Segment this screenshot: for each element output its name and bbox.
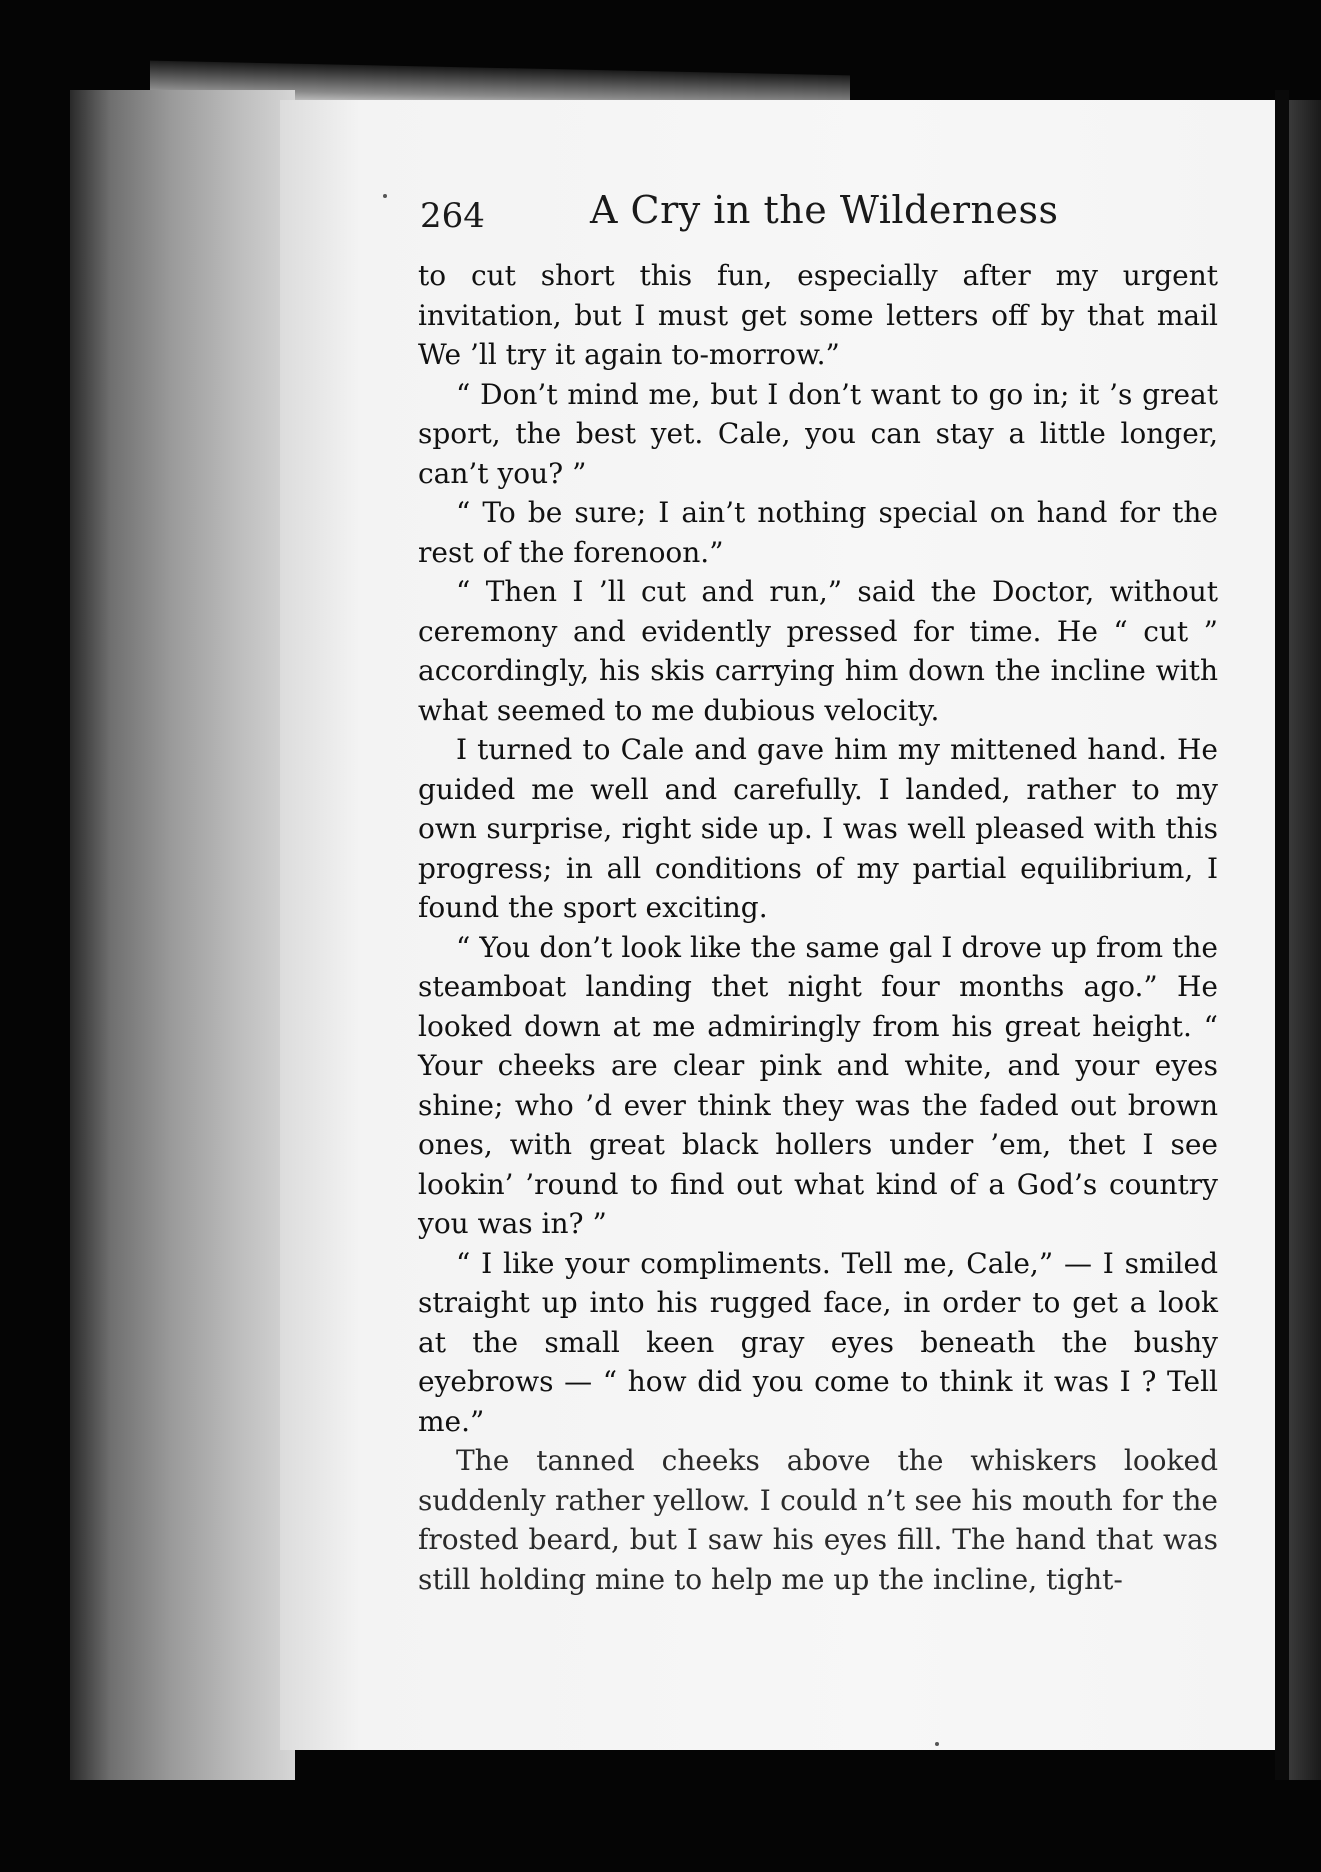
paragraph-1: to cut short this fun, especially after my urgent invitation, but I must get some letters off by that mail We ’ll try it again to-morrow.” bbox=[418, 259, 1218, 371]
paragraph-6: “ You don’t look like the same gal I drove up from the steamboat landing thet night four months ago.” He looked down at me admiringly from his great height. “ Your cheeks are clear pink and white, and your eyes shine; who ’d ever think they was the faded out brown ones, with great black hollers under ’em, thet I see lookin’ ’round to find out what kind of a God’s country you was in? ” bbox=[418, 930, 1218, 1240]
paragraph-3: “ To be sure; I ain’t nothing special on hand for the rest of the forenoon.” bbox=[418, 496, 1218, 569]
paragraph-5: I turned to Cale and gave him my mittened hand. He guided me well and carefully. I landed, rather to my own surprise, right side up. I was well pleased with this progress; in all conditions of my partial equilibrium, I found the sport exciting. bbox=[418, 733, 1218, 924]
running-title: A Cry in the Wilderness bbox=[590, 188, 1059, 232]
scan-speck bbox=[935, 1742, 939, 1746]
scan-speck bbox=[383, 194, 387, 198]
page-header bbox=[420, 188, 1060, 238]
page-number: 264 bbox=[420, 196, 485, 236]
paragraph-8: The tanned cheeks above the whiskers looked suddenly rather yellow. I could n’t see his mouth for the frosted beard, but I saw his eyes fill. The hand that was still holding mine to help me up the incline, tight- bbox=[418, 1444, 1218, 1596]
paragraph-2: “ Don’t mind me, but I don’t want to go in; it ’s great sport, the best yet. Cale, you can stay a little longer, can’t you? ” bbox=[418, 377, 1218, 490]
paragraph-7: “ I like your compliments. Tell me, Cale,” — I smiled straight up into his rugged face, in order to get a look at the small keen gray eyes beneath the bushy eyebrows — “ how did you come to think it was I ? Tell me.” bbox=[418, 1246, 1218, 1438]
paragraph-4: “ Then I ’ll cut and run,” said the Doctor, without ceremony and evidently pressed for time. He “ cut ” accordingly, his skis carrying him down the incline with what seemed to me dubious velocity. bbox=[418, 575, 1218, 727]
facing-page-sliver bbox=[1289, 100, 1321, 1780]
book-gutter bbox=[1275, 90, 1289, 1780]
page-edge-stack bbox=[70, 90, 295, 1780]
page-body bbox=[418, 256, 1218, 1599]
